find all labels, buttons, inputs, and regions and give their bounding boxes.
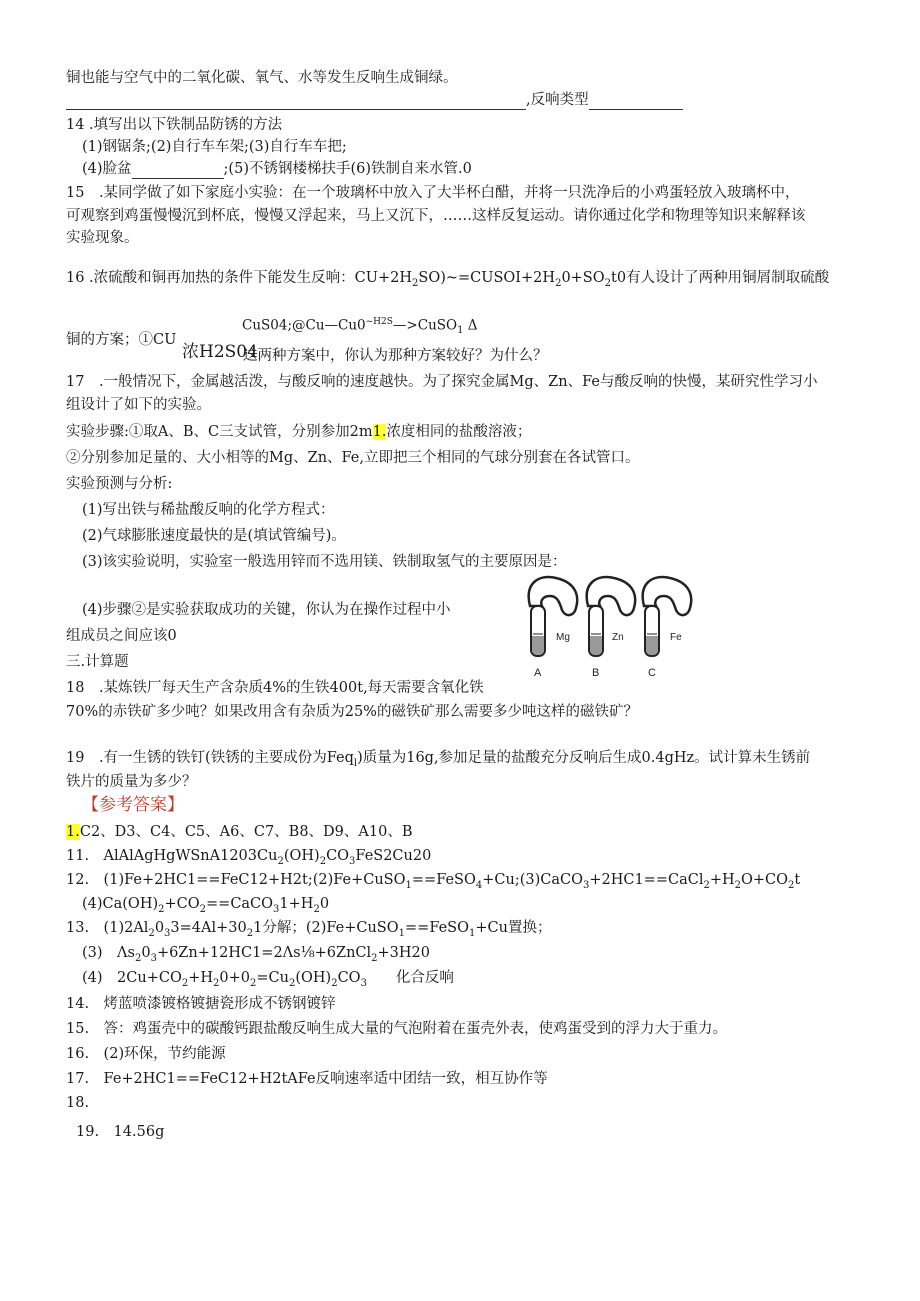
experiment-step-1: 实验步骤:①取A、B、C三支试管，分别参加2m1.浓度相同的盐酸溶液；: [66, 424, 532, 440]
q14-items-2: (4)脸盆 ;(5)不锈钢楼梯扶手(6)铁制自来水管.0: [82, 161, 472, 177]
question-18-line2: 70%的赤铁矿多少吨？如果改用含有杂质为25%的磁铁矿那么需要多少吨这样的磁铁矿？: [66, 704, 638, 720]
metal-label-mg: Mg: [556, 632, 570, 643]
blank[interactable]: [132, 178, 224, 179]
q17-part-1: (1)写出铁与稀盐酸反响的化学方程式：: [82, 502, 335, 518]
question-18: 18 .某炼铁厂每天生产含杂质4%的生铁400t,每天需要含氧化铁: [66, 680, 484, 696]
tube-a: [529, 577, 577, 656]
text-line: 铜也能与空气中的二氧化碳、氧气、水等发生反响生成铜绿。: [66, 70, 458, 86]
answer-13-line3: (4) $2Cu+CO_2+H_20+0_2=Cu_2(OH)_2CO_3$ 化合反响: [82, 970, 454, 989]
metal-label-zn: Zn: [612, 632, 624, 643]
question-15-line3: 实验现象。: [66, 230, 139, 246]
blank[interactable]: [589, 109, 683, 110]
question-15: 15 .某同学做了如下家庭小实验：在一个玻璃杯中放入了大半杯白醋，并将一只洗净后的小鸡蛋轻放入玻璃杯中，: [66, 185, 800, 201]
tube-label-c: C: [648, 667, 656, 679]
prediction-heading: 实验预测与分析:: [66, 476, 173, 492]
tube-label-b: B: [592, 667, 600, 679]
answer-1-10: 1.C2、D3、C4、C5、A6、C7、B8、D9、A10、B: [66, 824, 413, 840]
experiment-step-2: ②分别参加足量的、大小相等的Mg、Zn、Fe,立即把三个相同的气球分别套在各试管口。: [66, 450, 640, 466]
answer-17: 17. Fe+2HC1==FeC12+H2tAFe反响速率适中团结一致，相互协作等: [66, 1071, 548, 1087]
question-16-line3: 这两种方案中，你认为那种方案较好？为什么？: [243, 348, 548, 364]
q17-part-4: (4)步骤②是实验获取成功的关键，你认为在操作过程中小: [82, 602, 451, 618]
answer-18: 18.: [66, 1095, 90, 1111]
q17-part-4-line2: 组成员之间应该0: [66, 628, 177, 644]
blank[interactable]: [66, 109, 526, 110]
question-16-line2: 铜的方案；①CU: [66, 332, 177, 348]
answer-13: 13. $(1)2Al_20_33=4Al+30_21$分解；(2)Fe+CuSO$_1$==FeSO$_1$+Cu置换；: [66, 920, 552, 939]
answer-13-line2: (3) $\Lambda s_20_3+6Zn+12HC1=2\Lambda s\frac{1}{8}+6ZnCl_2+3H20$: [82, 945, 431, 964]
question-14: 14 .填写出以下铁制品防锈的方法: [66, 117, 283, 133]
answer-15: 15. 答：鸡蛋壳中的碳酸钙跟盐酸反响生成大量的气泡附着在蛋壳外表，使鸡蛋受到的浮力大于重力。: [66, 1021, 728, 1037]
q14-items: (1)钢锯条;(2)自行车车架;(3)自行车车把;: [82, 139, 347, 155]
tube-c: [643, 577, 691, 656]
answer-12-line2: $(4)Ca(OH)_2+CO_2==CaCO_31+H_20$: [82, 896, 330, 915]
answer-19: 19. 14.56g: [76, 1124, 165, 1140]
q17-part-2: (2)气球膨胀速度最快的是(填试管编号)。: [82, 528, 346, 544]
question-17-line2: 组设计了如下的实验。: [66, 397, 211, 413]
question-17: 17 .一般情况下，金属越活泼，与酸反响的速度越快。为了探究金属Mg、Zn、Fe与酸反响的快慢，某研究性学习小: [66, 374, 818, 390]
tube-label-a: A: [534, 667, 542, 679]
metal-label-fe: Fe: [670, 632, 682, 643]
question-19: 19 .有一生锈的铁钉(铁锈的主要成份为Feq$_l$)质量为16g,参加足量的盐酸充分反响后生成0.4gHz。试计算未生锈前: [66, 750, 811, 769]
question-16: 16 .浓硫酸和铜再加热的条件下能发生反响：$CU+2H_2SO)\sim=CUSOI+2H_20+SO_2t0$有人设计了两种用铜屑制取硫酸: [66, 270, 830, 289]
answer-12: 12. $(1)Fe+2HC1==FeC12+H2t;(2)Fe+CuSO_1==FeSO_4+Cu;(3)CaCO_3+2HC1==CaCl_2+H_2O+CO_2t$: [66, 872, 801, 891]
question-19-line2: 铁片的质量为多少？: [66, 774, 197, 790]
reaction-scheme: $CuS04;@Cu—Cu0^{\sim H2S}—>CuSO_1$ Δ: [242, 317, 478, 337]
test-tube-figure: [520, 572, 710, 682]
answer-16: 16. (2)环保，节约能源: [66, 1046, 226, 1062]
condition-label: 浓H2S04: [182, 342, 258, 362]
section-heading: 三.计算题: [66, 654, 129, 670]
tube-b: [587, 577, 635, 656]
answer-blank-line: ,反响类型: [66, 90, 683, 110]
answer-14: 14. 烤蓝喷漆镀格镀搪瓷形成不锈钢镀锌: [66, 996, 336, 1012]
q17-part-3: (3)该实验说明，实验室一般选用锌而不选用镁、铁制取氢气的主要原因是：: [82, 554, 567, 570]
answer-title: 【参考答案】: [82, 795, 184, 815]
question-15-line2: 可观察到鸡蛋慢慢沉到杯底，慢慢又浮起来，马上又沉下，……这样反复运动。请你通过化学和物理等知识来解释该: [66, 208, 806, 224]
answer-11: 11. $AlAlAgHgWSnA1203Cu_2(OH)_2CO_3FeS2Cu20$: [66, 848, 432, 867]
